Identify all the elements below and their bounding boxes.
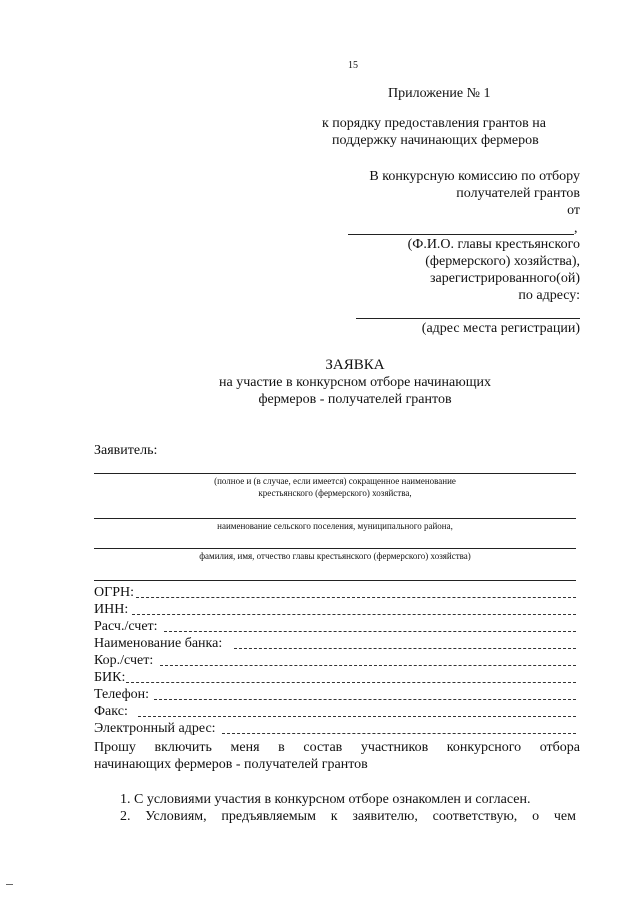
appendix-subtitle-line2: поддержку начинающих фермеров — [332, 133, 539, 148]
account-label: Расч./счет: — [94, 619, 158, 634]
heading-line1: на участие в конкурсном отборе начинающих — [219, 375, 491, 390]
applicant-fill-line-2 — [94, 518, 576, 519]
bik-fill-line — [126, 682, 576, 683]
bik-label: БИК: — [94, 670, 126, 685]
phone-fill-line — [154, 699, 576, 700]
item-2: 2. Условиям, предъявляемым к заявителю, соответствую, о чем — [120, 809, 576, 824]
email-label: Электронный адрес: — [94, 721, 216, 736]
request-line1: Прошу включить меня в состав участников конкурсного отбора — [94, 740, 580, 755]
addressee-line7: по адресу: — [518, 288, 580, 303]
addressee-line4: (Ф.И.О. главы крестьянского — [407, 237, 580, 252]
addressee-line5: (фермерского) хозяйства), — [425, 254, 580, 269]
fax-label: Факс: — [94, 704, 128, 719]
page-number: 15 — [348, 60, 358, 71]
heading-line2: фермеров - получателей грантов — [258, 392, 452, 407]
applicant-fill-line-3 — [94, 548, 576, 549]
phone-label: Телефон: — [94, 687, 150, 702]
ogrn-fill-line — [136, 597, 576, 598]
name-fill-line — [348, 234, 574, 235]
fax-fill-line — [138, 716, 576, 717]
addressee-line3: от — [567, 203, 580, 218]
request-line2: начинающих фермеров - получателей грантов — [94, 757, 368, 772]
addressee-line6: зарегистрированного(ой) — [429, 271, 580, 286]
email-fill-line — [222, 733, 576, 734]
applicant-fill-line-4 — [94, 580, 576, 581]
caption-1-line2: крестьянского (фермерского) хозяйства, — [258, 488, 412, 498]
inn-fill-line — [132, 614, 576, 615]
appendix-title: Приложение № 1 — [388, 86, 491, 101]
bank-fill-line — [234, 648, 576, 649]
addressee-comma: , — [574, 221, 578, 236]
account-fill-line — [164, 631, 576, 632]
item-1: 1. С условиями участия в конкурсном отборе ознакомлен и согласен. — [120, 792, 531, 807]
address-fill-line — [356, 318, 580, 319]
applicant-label: Заявитель: — [94, 443, 158, 458]
document-title: ЗАЯВКА — [325, 357, 385, 373]
addressee-line1: В конкурсную комиссию по отбору — [369, 169, 580, 184]
caption-1-line1: (полное и (в случае, если имеется) сокращенное наименование — [214, 476, 456, 486]
appendix-subtitle-line1: к порядку предоставления грантов на — [322, 116, 546, 131]
caption-2: наименование сельского поселения, муниципального района, — [217, 521, 453, 531]
inn-label: ИНН: — [94, 602, 129, 617]
corr-account-fill-line — [160, 665, 576, 666]
caption-3: фамилия, имя, отчество главы крестьянского (фермерского) хозяйства) — [199, 551, 471, 561]
addressee-line8: (адрес места регистрации) — [421, 321, 580, 336]
ogrn-label: ОГРН: — [94, 585, 134, 600]
margin-mark — [6, 884, 13, 885]
addressee-line2: получателей грантов — [456, 186, 580, 201]
bank-label: Наименование банка: — [94, 636, 223, 651]
applicant-fill-line-1 — [94, 473, 576, 474]
corr-account-label: Кор./счет: — [94, 653, 154, 668]
